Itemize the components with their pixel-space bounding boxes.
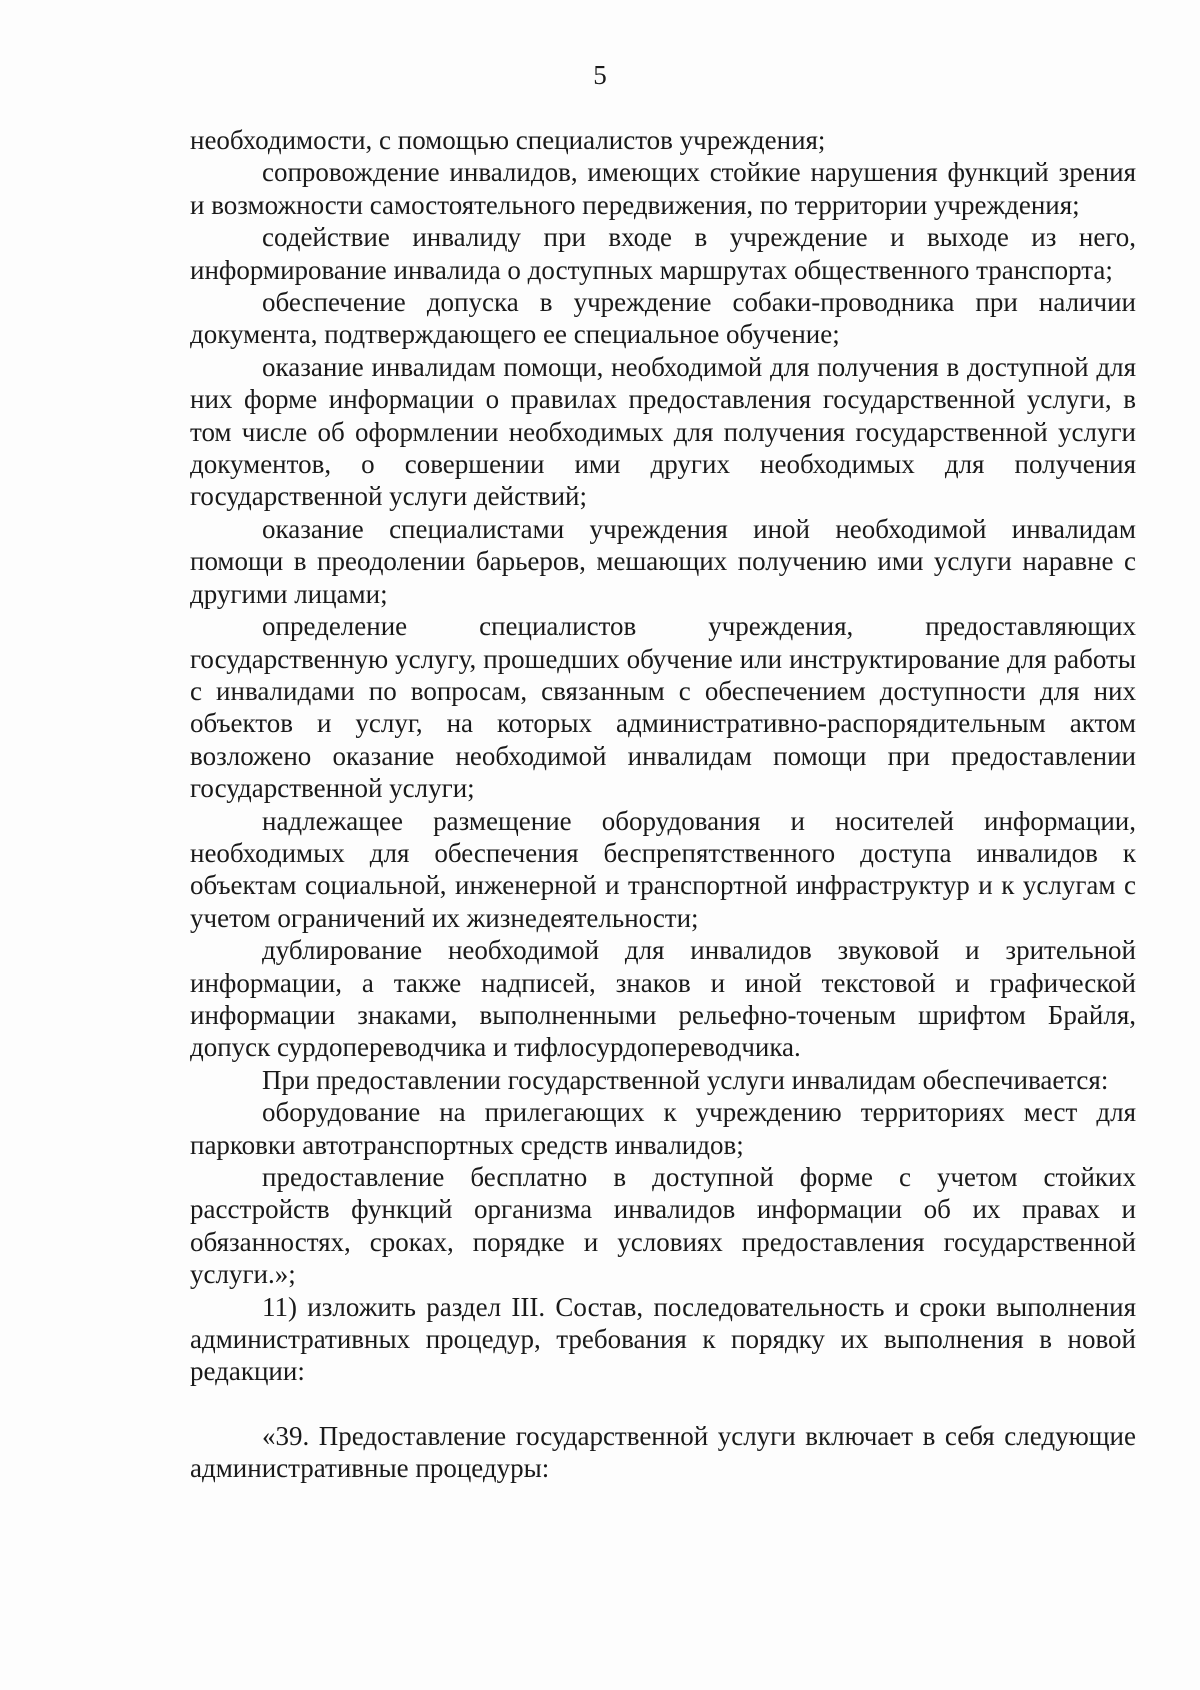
paragraph: предоставление бесплатно в доступной форме с учетом стойких расстройств функций организма инвалидов информации об их правах и обязанностях, сроках, порядке и условиях предоставления государственной услуги.»; [190, 1162, 1136, 1290]
paragraph: надлежащее размещение оборудования и носителей информации, необходимых для обеспечения беспрепятственного доступа инвалидов к объектам социальной, инженерной и транспортной инфраструктур и к услугам с учетом ограничений их жизнедеятельности; [190, 805, 1136, 933]
page-number: 5 [593, 60, 607, 90]
paragraph: определение специалистов учреждения, предоставляющих государственную услугу, прошедших обучение или инструктирование для работы с инвалидами по вопросам, связанным с обеспечением доступности для них объектов и услуг, на которых административно-распорядительным актом возложено оказание необходимой инвалидам помощи при предоставлении государственной услуги; [190, 611, 1136, 804]
paragraph: оказание специалистами учреждения иной необходимой инвалидам помощи в преодолении барьеров, мешающих получению ими услуги наравне с другими лицами; [190, 513, 1136, 609]
paragraph: дублирование необходимой для инвалидов звуковой и зрительной информации, а также надписей, знаков и иной текстовой и графической информации знаками, выполненными рельефно-точеным шрифтом Брайля, допуск сурдопереводчика и тифлосурдопереводчика. [190, 935, 1136, 1063]
document-body [190, 124, 1136, 1485]
paragraph: При предоставлении государственной услуги инвалидам обеспечивается: [262, 1064, 1109, 1095]
paragraph: оказание инвалидам помощи, необходимой для получения в доступной для них форме информации о правилах предоставления государственной услуги, в том числе об оформлении необходимых для получения государственной услуги документов, о совершении ими других необходимых для получения государственной услуги действий; [190, 351, 1136, 512]
paragraph: 11) изложить раздел III. Состав, последовательность и сроки выполнения административных процедур, требования к порядку их выполнения в новой редакции: [190, 1291, 1136, 1387]
paragraph: необходимости, с помощью специалистов учреждения; [190, 125, 826, 155]
paragraph: сопровождение инвалидов, имеющих стойкие нарушения функций зрения и возможности самостоятельного передвижения, по территории учреждения; [190, 157, 1136, 220]
paragraph: «39. Предоставление государственной услуги включает в себя следующие административные процедуры: [190, 1420, 1136, 1484]
paragraph: содействие инвалиду при входе в учреждение и выходе из него, информирование инвалида о доступных маршрутах общественного транспорта; [190, 222, 1136, 285]
paragraph: обеспечение допуска в учреждение собаки-проводника при наличии документа, подтверждающего ее специальное обучение; [190, 287, 1136, 350]
paragraph: оборудование на прилегающих к учреждению территориях мест для парковки автотранспортных средств инвалидов; [190, 1097, 1136, 1160]
